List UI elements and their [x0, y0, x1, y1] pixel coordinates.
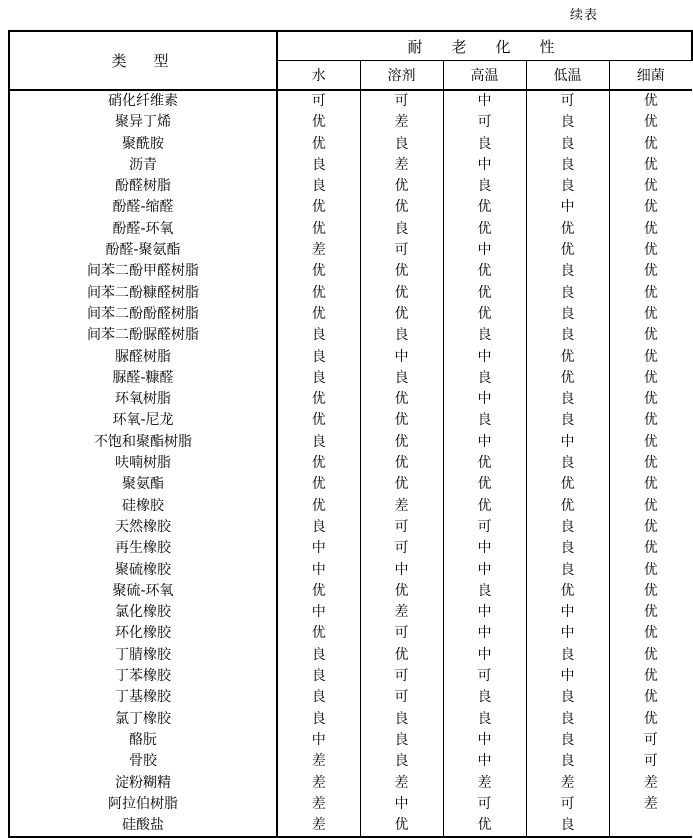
cell-water: 优	[277, 389, 360, 410]
table-head	[9, 31, 692, 90]
cell-water: 优	[277, 219, 360, 240]
cell-water: 中	[277, 730, 360, 751]
cell-low-temp: 优	[526, 474, 609, 495]
cell-water: 良	[277, 176, 360, 197]
cell-solvent: 优	[360, 283, 443, 304]
cell-water: 良	[277, 368, 360, 389]
cell-low-temp: 优	[526, 347, 609, 368]
cell-water: 良	[277, 155, 360, 176]
cell-low-temp: 良	[526, 560, 609, 581]
cell-high-temp: 良	[443, 410, 526, 431]
row-type: 酪朊	[9, 730, 277, 751]
cell-water: 中	[277, 538, 360, 559]
cell-low-temp: 中	[526, 623, 609, 644]
cell-solvent: 良	[360, 368, 443, 389]
cell-water: 优	[277, 496, 360, 517]
table-row	[9, 325, 692, 346]
cell-water: 优	[277, 474, 360, 495]
cell-high-temp: 优	[443, 453, 526, 474]
cell-bacteria: 优	[643, 412, 658, 429]
cell-solvent: 优	[360, 474, 443, 495]
cell-water: 良	[277, 325, 360, 346]
cell-low-temp: 中	[526, 197, 609, 218]
cell-water: 良	[277, 517, 360, 538]
cell-bacteria: 优	[643, 582, 658, 599]
row-type: 氯丁橡胶	[9, 709, 277, 730]
row-type: 丁基橡胶	[9, 687, 277, 708]
table-row	[9, 623, 692, 644]
cell-bacteria: 优	[643, 135, 658, 152]
cell-water: 良	[277, 709, 360, 730]
table-row	[9, 368, 692, 389]
cell-bacteria: 优	[643, 476, 658, 493]
cell-high-temp: 良	[443, 368, 526, 389]
cell-high-temp: 中	[443, 90, 526, 112]
cell-solvent: 优	[360, 645, 443, 666]
cell-solvent: 良	[360, 730, 443, 751]
row-type: 硅橡胶	[9, 496, 277, 517]
cell-bacteria: 差	[643, 774, 658, 791]
cell-high-temp: 优	[443, 496, 526, 517]
cell-low-temp: 良	[526, 687, 609, 708]
header-col-high-temp: 高温	[443, 61, 526, 91]
cell-solvent: 优	[360, 815, 443, 837]
cell-high-temp: 优	[443, 283, 526, 304]
cell-solvent: 差	[360, 155, 443, 176]
row-type: 酚醛-环氧	[9, 219, 277, 240]
cell-water: 优	[277, 410, 360, 431]
row-type: 丁苯橡胶	[9, 666, 277, 687]
row-type: 硝化纤维素	[9, 90, 277, 112]
row-type: 间苯二酚脲醛树脂	[9, 325, 277, 346]
cell-solvent: 中	[360, 560, 443, 581]
cell-water: 优	[277, 197, 360, 218]
cell-high-temp: 中	[443, 389, 526, 410]
cell-low-temp: 可	[526, 90, 609, 112]
table-row	[9, 773, 692, 794]
cell-solvent: 优	[360, 197, 443, 218]
table-row	[9, 304, 692, 325]
cell-water: 优	[277, 112, 360, 133]
table-row	[9, 112, 692, 133]
table-row	[9, 560, 692, 581]
cell-solvent: 差	[360, 112, 443, 133]
row-type: 聚酰胺	[9, 134, 277, 155]
cell-high-temp: 优	[443, 261, 526, 282]
cell-bacteria: 优	[643, 156, 658, 173]
row-type: 不饱和聚酯树脂	[9, 432, 277, 453]
cell-solvent: 良	[360, 751, 443, 772]
header-row-group	[9, 31, 692, 61]
adhesive-aging-properties-table	[8, 30, 693, 838]
row-type: 再生橡胶	[9, 538, 277, 559]
cell-low-temp: 良	[526, 261, 609, 282]
cell-water: 良	[277, 432, 360, 453]
row-type: 脲醛-糠醛	[9, 368, 277, 389]
cell-bacteria: 差	[643, 795, 658, 812]
table-row	[9, 517, 692, 538]
cell-high-temp: 可	[443, 517, 526, 538]
row-type: 沥青	[9, 155, 277, 176]
cell-high-temp: 中	[443, 560, 526, 581]
cell-bacteria: 优	[643, 689, 658, 706]
cell-low-temp: 优	[526, 368, 609, 389]
cell-solvent: 中	[360, 347, 443, 368]
table-body	[9, 90, 692, 837]
cell-solvent: 可	[360, 240, 443, 261]
table-row	[9, 496, 692, 517]
cell-bacteria: 可	[643, 731, 658, 748]
table-row	[9, 538, 692, 559]
cell-low-temp: 优	[526, 240, 609, 261]
cell-low-temp: 良	[526, 517, 609, 538]
row-type: 淀粉糊精	[9, 773, 277, 794]
cell-bacteria: 优	[643, 114, 658, 131]
cell-solvent: 可	[360, 666, 443, 687]
cell-high-temp: 可	[443, 794, 526, 815]
cell-low-temp: 优	[526, 219, 609, 240]
table-row	[9, 602, 692, 623]
cell-high-temp: 中	[443, 155, 526, 176]
cell-bacteria	[609, 815, 692, 837]
cell-high-temp: 良	[443, 325, 526, 346]
cell-water: 差	[277, 751, 360, 772]
row-type: 聚异丁烯	[9, 112, 277, 133]
cell-low-temp: 中	[526, 666, 609, 687]
row-type: 环氧树脂	[9, 389, 277, 410]
cell-water: 差	[277, 773, 360, 794]
cell-bacteria: 优	[643, 263, 658, 280]
cell-low-temp: 差	[526, 773, 609, 794]
cell-low-temp: 良	[526, 815, 609, 837]
row-type: 聚氨酯	[9, 474, 277, 495]
cell-water: 良	[277, 666, 360, 687]
cell-solvent: 中	[360, 794, 443, 815]
cell-high-temp: 中	[443, 623, 526, 644]
cell-solvent: 可	[360, 517, 443, 538]
cell-low-temp: 优	[526, 581, 609, 602]
cell-water: 优	[277, 261, 360, 282]
table-row	[9, 581, 692, 602]
cell-high-temp: 良	[443, 709, 526, 730]
cell-high-temp: 良	[443, 176, 526, 197]
cell-bacteria: 优	[643, 327, 658, 344]
cell-low-temp: 良	[526, 730, 609, 751]
header-col-low-temp: 低温	[526, 61, 609, 91]
cell-water: 中	[277, 560, 360, 581]
cell-solvent: 差	[360, 773, 443, 794]
table-row	[9, 389, 692, 410]
cell-low-temp: 良	[526, 112, 609, 133]
table-row	[9, 90, 692, 112]
cell-water: 可	[277, 90, 360, 112]
cell-high-temp: 中	[443, 347, 526, 368]
cell-water: 优	[277, 283, 360, 304]
cell-bacteria: 优	[643, 284, 658, 301]
row-type: 阿拉伯树脂	[9, 794, 277, 815]
cell-low-temp: 良	[526, 304, 609, 325]
cell-high-temp: 优	[443, 304, 526, 325]
header-aging-group: 耐 老 化 性	[277, 31, 692, 61]
cell-bacteria: 优	[643, 455, 658, 472]
table-row	[9, 240, 692, 261]
row-type: 酚醛-缩醛	[9, 197, 277, 218]
table-row	[9, 219, 692, 240]
cell-bacteria: 优	[643, 242, 658, 259]
cell-water: 差	[277, 240, 360, 261]
cell-solvent: 可	[360, 623, 443, 644]
cell-solvent: 可	[360, 90, 443, 112]
cell-bacteria: 优	[643, 668, 658, 685]
table-row	[9, 453, 692, 474]
cell-bacteria: 优	[643, 93, 658, 109]
cell-bacteria: 优	[643, 497, 658, 514]
cell-bacteria: 优	[643, 625, 658, 642]
cell-bacteria: 优	[643, 391, 658, 408]
cell-bacteria: 优	[643, 369, 658, 386]
cell-solvent: 良	[360, 219, 443, 240]
cell-solvent: 优	[360, 176, 443, 197]
row-type: 酚醛-聚氨酯	[9, 240, 277, 261]
cell-high-temp: 中	[443, 240, 526, 261]
row-type: 天然橡胶	[9, 517, 277, 538]
properties-table-container	[8, 30, 665, 838]
cell-water: 优	[277, 623, 360, 644]
cell-bacteria: 优	[643, 604, 658, 621]
cell-low-temp: 良	[526, 325, 609, 346]
cell-low-temp: 良	[526, 709, 609, 730]
row-type: 骨胶	[9, 751, 277, 772]
cell-solvent: 优	[360, 261, 443, 282]
table-row	[9, 815, 692, 837]
cell-water: 良	[277, 347, 360, 368]
row-type: 聚硫橡胶	[9, 560, 277, 581]
cell-bacteria: 优	[643, 305, 658, 322]
cell-high-temp: 可	[443, 112, 526, 133]
cell-high-temp: 良	[443, 687, 526, 708]
table-row	[9, 432, 692, 453]
cell-solvent: 良	[360, 325, 443, 346]
table-row	[9, 410, 692, 431]
table-row	[9, 283, 692, 304]
table-row	[9, 176, 692, 197]
cell-solvent: 优	[360, 410, 443, 431]
cell-low-temp: 良	[526, 389, 609, 410]
cell-bacteria: 优	[643, 561, 658, 578]
row-type: 间苯二酚甲醛树脂	[9, 261, 277, 282]
cell-water: 差	[277, 794, 360, 815]
cell-solvent: 可	[360, 687, 443, 708]
cell-solvent: 优	[360, 304, 443, 325]
row-type: 酚醛树脂	[9, 176, 277, 197]
cell-high-temp: 良	[443, 581, 526, 602]
cell-water: 良	[277, 687, 360, 708]
cell-low-temp: 良	[526, 155, 609, 176]
cell-solvent: 优	[360, 581, 443, 602]
header-type: 类 型	[9, 31, 277, 90]
cell-water: 优	[277, 581, 360, 602]
cell-bacteria: 优	[643, 433, 658, 450]
row-type: 脲醛树脂	[9, 347, 277, 368]
continued-label: 续表	[569, 8, 598, 23]
table-row	[9, 666, 692, 687]
table-row	[9, 261, 692, 282]
table-row	[9, 134, 692, 155]
cell-high-temp: 差	[443, 773, 526, 794]
cell-low-temp: 良	[526, 283, 609, 304]
cell-water: 优	[277, 453, 360, 474]
table-row	[9, 197, 692, 218]
row-type: 间苯二酚酚醛树脂	[9, 304, 277, 325]
cell-high-temp: 中	[443, 730, 526, 751]
cell-high-temp: 良	[443, 134, 526, 155]
table-row	[9, 709, 692, 730]
table-row	[9, 751, 692, 772]
cell-high-temp: 中	[443, 751, 526, 772]
cell-high-temp: 优	[443, 474, 526, 495]
cell-low-temp: 优	[526, 496, 609, 517]
cell-water: 优	[277, 304, 360, 325]
table-row	[9, 794, 692, 815]
cell-bacteria: 优	[643, 178, 658, 195]
cell-bacteria: 可	[643, 753, 658, 770]
cell-high-temp: 可	[443, 666, 526, 687]
table-row	[9, 687, 692, 708]
cell-bacteria: 优	[643, 199, 658, 216]
cell-solvent: 良	[360, 709, 443, 730]
cell-low-temp: 良	[526, 538, 609, 559]
cell-water: 中	[277, 602, 360, 623]
table-row	[9, 730, 692, 751]
cell-high-temp: 优	[443, 219, 526, 240]
row-type: 环氧-尼龙	[9, 410, 277, 431]
cell-bacteria: 优	[643, 518, 658, 535]
cell-low-temp: 良	[526, 176, 609, 197]
cell-bacteria: 优	[643, 540, 658, 557]
row-type: 氯化橡胶	[9, 602, 277, 623]
header-col-bacteria: 细菌	[609, 61, 692, 91]
header-col-water: 水	[277, 61, 360, 91]
row-type: 硅酸盐	[9, 815, 277, 837]
cell-bacteria: 优	[643, 220, 658, 237]
table-row	[9, 347, 692, 368]
table-row	[9, 474, 692, 495]
cell-low-temp: 良	[526, 410, 609, 431]
cell-solvent: 优	[360, 432, 443, 453]
cell-low-temp: 良	[526, 645, 609, 666]
table-row	[9, 645, 692, 666]
cell-low-temp: 中	[526, 432, 609, 453]
cell-solvent: 差	[360, 602, 443, 623]
cell-low-temp: 良	[526, 751, 609, 772]
cell-high-temp: 优	[443, 815, 526, 837]
cell-high-temp: 中	[443, 645, 526, 666]
cell-low-temp: 良	[526, 134, 609, 155]
cell-low-temp: 良	[526, 453, 609, 474]
cell-solvent: 良	[360, 134, 443, 155]
cell-solvent: 可	[360, 538, 443, 559]
cell-solvent: 优	[360, 389, 443, 410]
cell-low-temp: 可	[526, 794, 609, 815]
cell-low-temp: 中	[526, 602, 609, 623]
table-row	[9, 155, 692, 176]
cell-high-temp: 中	[443, 538, 526, 559]
row-type: 间苯二酚糠醛树脂	[9, 283, 277, 304]
cell-bacteria: 优	[643, 646, 658, 663]
cell-water: 良	[277, 645, 360, 666]
row-type: 环化橡胶	[9, 623, 277, 644]
cell-solvent: 优	[360, 453, 443, 474]
cell-water: 优	[277, 134, 360, 155]
cell-bacteria: 优	[643, 348, 658, 365]
row-type: 聚硫-环氧	[9, 581, 277, 602]
cell-bacteria: 优	[643, 710, 658, 727]
cell-solvent: 差	[360, 496, 443, 517]
cell-high-temp: 中	[443, 432, 526, 453]
cell-high-temp: 中	[443, 602, 526, 623]
row-type: 丁腈橡胶	[9, 645, 277, 666]
row-type: 呋喃树脂	[9, 453, 277, 474]
header-col-solvent: 溶剂	[360, 61, 443, 91]
cell-high-temp: 优	[443, 197, 526, 218]
cell-water: 差	[277, 815, 360, 837]
